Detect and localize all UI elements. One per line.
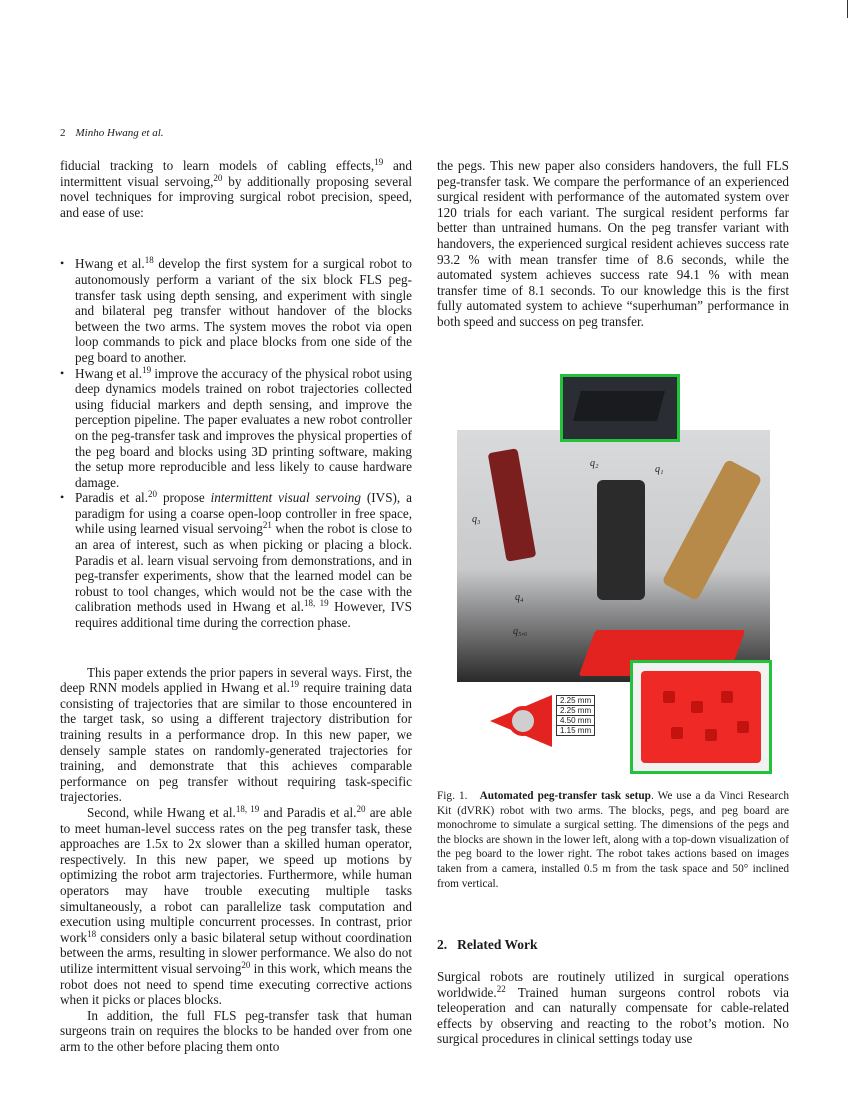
peg-board-topdown-inset [630, 660, 772, 774]
block-icon [737, 721, 749, 733]
joint-label-q3: q₃ [472, 514, 481, 525]
camera-inset [560, 374, 680, 442]
body-paragraph: the pegs. This new paper also considers handovers, the full FLS peg-transfer task. We compare the performance of an experienced surgical resident with performance of the automated system over 120 trials for each variant. The surgical resident performs far better than untrained humans. On the peg transfer variant with handovers, the experienced surgical resident achieves success rate 93.2 % with mean transfer time of 8.6 seconds, while the automated system achieves success rate 94.1 % with mean transfer time of 8.1 seconds. To our knowledge this is the first fully automated system to achieve “superhuman” performance in both speed and success on peg transfer. [437, 158, 789, 329]
body-paragraphs [60, 665, 412, 1055]
list-item: • Hwang et al.$^{19}$ improve the accuracy of the physical robot using deep dynamics models trained on robot trajectories collected using fiducial markers and depth sensing, and improve the perception pipeline. The paper evaluates a new robot controller on the peg-transfer task and improves the physical properties of the peg board and blocks using 3D printing software, making the setup more reproducible and less likely to cause hardware damage. [60, 366, 412, 491]
contribution-list [60, 256, 412, 630]
block-icon [663, 691, 675, 703]
robot-arm-center [597, 480, 645, 600]
intro-paragraph: fiducial tracking to learn models of cabling effects,$^{19}$ and intermittent visual servoing,$^{20}$ by additionally proposing several novel techniques for improving surgical robot precision, speed, and ease of use: [60, 157, 412, 220]
joint-label-q56: q₅,₆ [513, 626, 528, 637]
block-icon [671, 727, 683, 739]
list-item: • Paradis et al.$^{20}$ propose intermittent visual servoing (IVS), a paradigm for using a coarse open-loop controller in free space, while using learned visual servoing$^{21}$ when the robot is close to an area of interest, such as when picking or placing a block. Paradis et al. learn visual servoing from demonstrations, and in peg-transfer experiments, show that the learned model can be robust to tool changes, which would not be the case with the calibration methods used in Hwang et al.$^{18, 19}$ However, IVS requires additional time during the correction phase. [60, 490, 412, 630]
left-column [60, 158, 412, 1054]
block-icon [721, 691, 733, 703]
body-paragraph: Surgical robots are routinely utilized in surgical operations worldwide.$^{22}$ Trained human surgeons control robots via teleoperation and can naturally compensate for cable-related effects by observing and reacting to the robot’s motion. No surgical procedures in clinical settings today use [437, 969, 789, 1047]
block-icon [705, 729, 717, 741]
robot-photo [457, 430, 770, 682]
caption-label: Fig. 1. [437, 790, 468, 802]
section-number: 2. [437, 937, 448, 952]
dimension-value: 4.50 mm [557, 716, 595, 726]
body-paragraph: This paper extends the prior papers in several ways. First, the deep RNN models applied in Hwang et al.$^{19}$ require training data consisting of trajectories that are similar to those encountered in the target task, so using a different trajectory distribution for training results in a performance drop. In this new paper, we densely sample states on randomly-generated trajectories for training, and demonstrate that this achieves comparable performance on peg transfer without requiring task-specific trajectories. [60, 664, 412, 805]
peg-board-plate [641, 671, 761, 763]
section-heading [437, 937, 538, 953]
joint-label-q4: q₄ [515, 592, 524, 603]
figure-1 [437, 372, 789, 777]
figure-caption [437, 789, 789, 891]
body-paragraph: In addition, the full FLS peg-transfer task that human surgeons train on requires the blocks to be handed over from one arm to the other before placing them onto [60, 1007, 412, 1054]
right-column [437, 158, 789, 330]
page-number: 2 [60, 127, 66, 139]
caption-lead: Automated peg-transfer task setup [479, 790, 651, 802]
dimension-value: 2.25 mm [557, 696, 595, 706]
page-edge-mark [847, 0, 848, 18]
camera-icon [573, 391, 665, 421]
dimension-value: 2.25 mm [557, 706, 595, 716]
section-body [437, 969, 789, 1047]
caption-text: . We use a da Vinci Research Kit (dVRK) robot with two arms. The blocks, pegs, and peg board are monochrome to simulate a surgical setting. The dimensions of the pegs and the blocks are shown in the lower left, along with a top-down visualization of the peg board to the lower right. The robot takes actions based on images taken from a camera, installed 0.5 m from the task space and 50° inclined from vertical. [437, 790, 789, 890]
joint-label-q1: q₁ [655, 464, 664, 475]
dimension-value: 1.15 mm [557, 726, 595, 736]
joint-label-q2: q₂ [590, 458, 599, 469]
peg-hole-icon [508, 706, 538, 736]
running-authors: Minho Hwang et al. [75, 127, 164, 139]
dimension-table [556, 695, 595, 736]
list-item: • Hwang et al.$^{18}$ develop the first system for a surgical robot to autonomously perform a variant of the six block FLS peg-transfer task using depth sensing, and experiment with single and bilateral peg transfer without handover of the blocks between the two arms. The system moves the robot via open loop commands to pick and place blocks from one side of the peg board to another. [60, 256, 412, 365]
block-dimensions [490, 689, 610, 749]
block-icon [691, 701, 703, 713]
section-title: Related Work [457, 937, 538, 952]
body-paragraph: Second, while Hwang et al.$^{18, 19}$ and Paradis et al.$^{20}$ are able to meet human-level success rates on the peg transfer task, these approaches are 1.5x to 2x slower than a skilled human operator, respectively. In this new paper, we speed up motions by optimizing the robot arm trajectories. Furthermore, while human operators may have trouble executing multiple tasks simultaneously, a robot can parallelize task computation and execution using multiple concurrent processes. In contrast, prior work$^{18}$ considers only a basic bilateral setup without coordination between the arms, resulting in slower performance. We also do not utilize intermittent visual servoing$^{20}$ in this work, which means the robot does not need to spend time executing corrective actions when it picks or places blocks. [60, 803, 413, 1008]
running-head [60, 127, 164, 139]
